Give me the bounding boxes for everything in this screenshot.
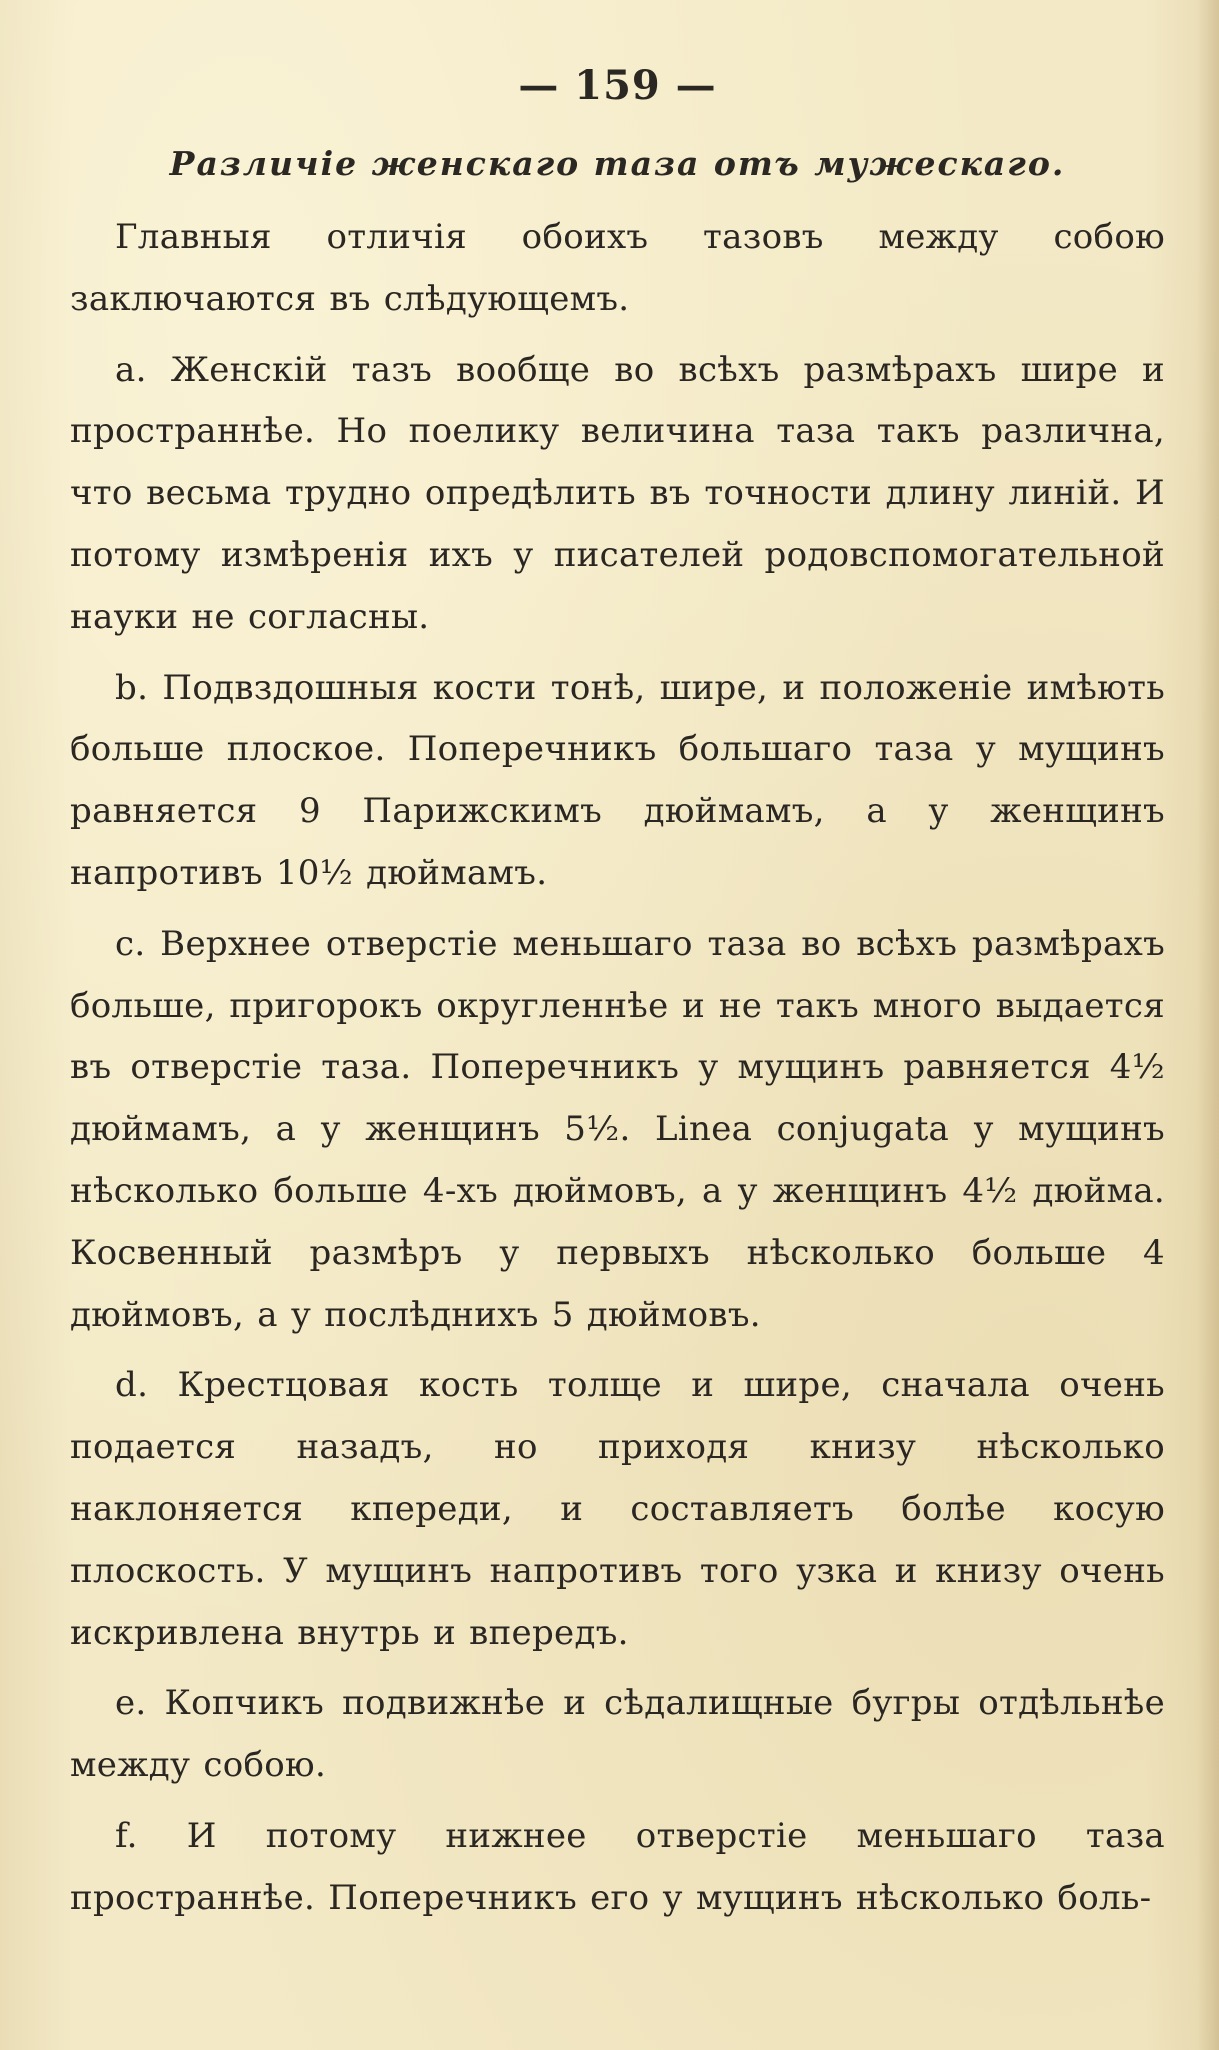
book-page <box>70 0 1165 2050</box>
paragraph-f: f. И потому нижнее отверстіе меньшаго таза пространнѣе. Поперечникъ его у мущинъ нѣсколько боль- <box>70 1815 1165 1918</box>
body-text <box>70 207 1165 1930</box>
paragraph-intro: Главныя отличія обоихъ тазовъ между собою заключаются въ слѣдующемъ. <box>70 217 1165 319</box>
paragraph-b: b. Подвздошныя кости тонѣ, шире, и положеніе имѣють больше плоское. Поперечникъ большаго таза у мущинъ равняется 9 Парижскимъ дюймамъ, а у женщинъ напротивъ 10½ дюймамъ. <box>70 667 1165 893</box>
paragraph-d: d. Крестцовая кость толще и шире, сначала очень подается назадъ, но приходя книзу нѣсколько наклоняется кпереди, и составляетъ болѣе косую плоскость. У мущинъ напротивъ того узка и книзу очень искривлена внутрь и впередъ. <box>70 1365 1165 1653</box>
paragraph-e: e. Копчикъ подвижнѣе и сѣдалищные бугры отдѣльнѣе между собою. <box>70 1683 1165 1786</box>
paragraph-a: a. Женскій тазъ вообще во всѣхъ размѣрахъ шире и пространнѣе. Но поелику величина таза такъ различна, что весьма трудно опредѣлить въ точности длину линій. И потому измѣренія ихъ у писателей родовспомогательной науки не согласны. <box>70 349 1165 637</box>
paragraph-c: c. Верхнее отверстіе меньшаго таза во всѣхъ размѣрахъ больше, пригорокъ округленнѣе и не такъ много выдается въ отверстіе таза. Поперечникъ у мущинъ равняется 4½ дюймамъ, а у женщинъ 5½. Linea conjugata у мущинъ нѣсколько больше 4-хъ дюймовъ, а у женщинъ 4½ дюйма. Косвенный размѣръ у первыхъ нѣсколько больше 4 дюймовъ, а у послѣднихъ 5 дюймовъ. <box>70 923 1165 1335</box>
section-title: Различіе женскаго таза отъ мужескаго. <box>169 144 1066 183</box>
page-edge-shadow <box>1197 0 1219 2050</box>
page-number: — 159 — <box>518 62 717 109</box>
